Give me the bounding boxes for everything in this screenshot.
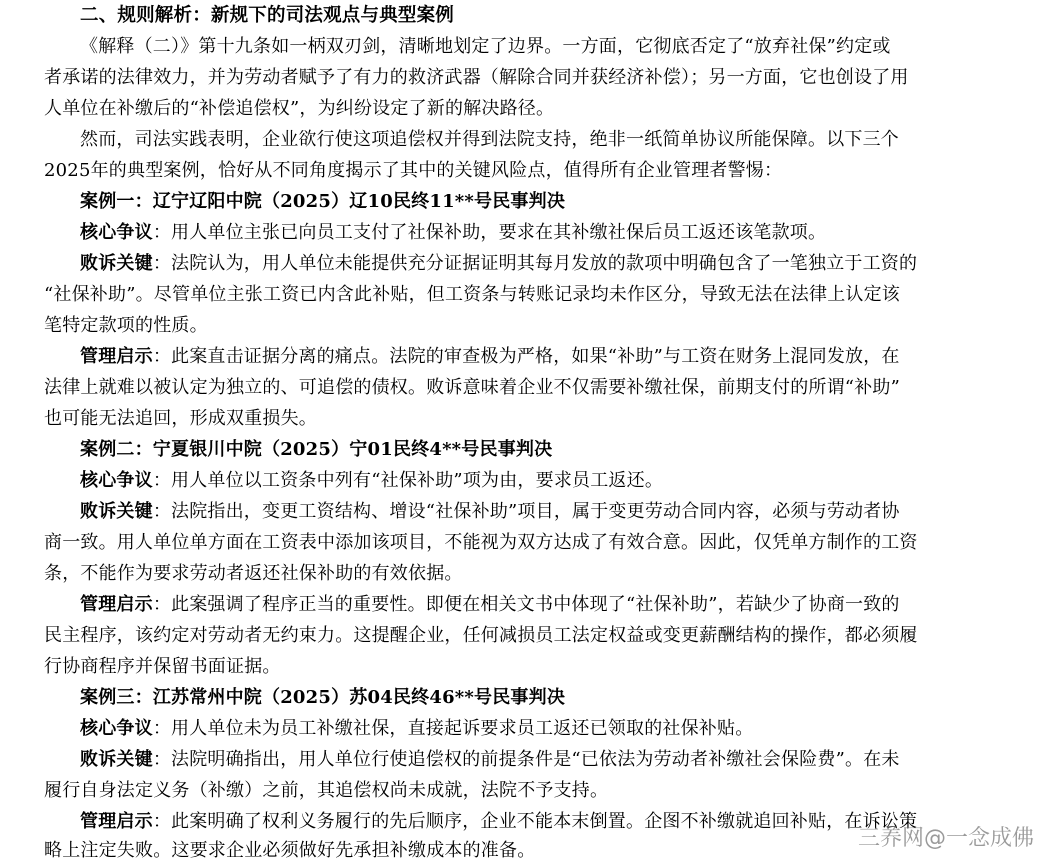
case-1-key-text-1: ：法院认为，用人单位未能提供充分证据证明其每月发放的款项中明确包含了一笔独立于工资的 xyxy=(152,253,918,274)
case-1-key-line-1 xyxy=(80,248,917,279)
case-2-insight-text-1: ：此案强调了程序正当的重要性。即便在相关文书中体现了“社保补助”，若缺少了协商一致的 xyxy=(152,594,900,615)
case-1-insight-text-1: ：此案直击证据分离的痛点。法院的审查极为严格，如果“补助”与工资在财务上混同发放，在 xyxy=(152,346,900,367)
case-2-dispute xyxy=(80,465,663,496)
case-1-key-line-3: 笔特定款项的性质。 xyxy=(44,315,208,336)
intro-p1-line-1: 《解释（二）》第十九条如一柄双刃剑，清晰地划定了边界。一方面，它彻底否定了“放弃社保”约定或 xyxy=(80,36,891,57)
case-1-title: 案例一：辽宁辽阳中院（2025）辽10民终11**号民事判决 xyxy=(80,191,566,212)
case-1-insight-line-2: 法律上就难以被认定为独立的、可追偿的债权。败诉意味着企业不仅需要补缴社保，前期支付的所谓“补助” xyxy=(44,377,900,398)
case-1-dispute-text: ：用人单位主张已向员工支付了社保补助，要求在其补缴社保后员工返还该笔款项。 xyxy=(152,222,827,243)
case-3-insight-text-1: ：此案明确了权利义务履行的先后顺序，企业不能本末倒置。企图不补缴就追回补贴，在诉讼策 xyxy=(152,811,918,832)
intro-p1-line-3: 人单位在补缴后的“补偿追偿权”，为纠纷设定了新的解决路径。 xyxy=(44,98,555,119)
case-3-key-text-1: ：法院明确指出，用人单位行使追偿权的前提条件是“已依法为劳动者补缴社会保险费”。在未 xyxy=(152,749,900,770)
case-2-insight-label: 管理启示 xyxy=(80,594,153,615)
case-2-key-text-1: ：法院指出，变更工资结构、增设“社保补助”项目，属于变更劳动合同内容，必须与劳动者协 xyxy=(152,501,900,522)
case-3-key-label: 败诉关键 xyxy=(80,749,153,770)
case-3-insight-line-2: 略上注定失败。这要求企业必须做好先承担补缴成本的准备。 xyxy=(44,840,536,861)
case-2-dispute-text: ：用人单位以工资条中列有“社保补助”项为由，要求员工返还。 xyxy=(152,470,664,491)
case-1-key-label: 败诉关键 xyxy=(80,253,153,274)
intro-p1-line-2: 者承诺的法律效力，并为劳动者赋予了有力的救济武器（解除合同并获经济补偿）；另一方面，它也创设了用 xyxy=(44,67,909,88)
case-1-insight-line-1 xyxy=(80,341,900,372)
case-1-insight-label: 管理启示 xyxy=(80,346,153,367)
case-3-title: 案例三：江苏常州中院（2025）苏04民终46**号民事判决 xyxy=(80,687,566,708)
case-3-dispute-label: 核心争议 xyxy=(80,718,153,739)
case-2-insight-line-1 xyxy=(80,589,900,620)
case-2-dispute-label: 核心争议 xyxy=(80,470,153,491)
case-1-insight-line-3: 也可能无法追回，形成双重损失。 xyxy=(44,408,317,429)
case-3-dispute-text: ：用人单位未为员工补缴社保，直接起诉要求员工返还已领取的社保补贴。 xyxy=(152,718,754,739)
case-2-key-line-3: 条，不能作为要求劳动者返还社保补助的有效依据。 xyxy=(44,563,463,584)
case-3-dispute xyxy=(80,713,753,744)
case-3-insight-line-1 xyxy=(80,806,917,837)
case-2-insight-line-3: 行协商程序并保留书面证据。 xyxy=(44,656,281,677)
intro-p2-line-1: 然而，司法实践表明，企业欲行使这项追偿权并得到法院支持，绝非一纸简单协议所能保障。以下三个 xyxy=(80,129,899,150)
case-1-dispute xyxy=(80,217,826,248)
case-3-key-line-1 xyxy=(80,744,900,775)
case-2-key-label: 败诉关键 xyxy=(80,501,153,522)
case-2-title: 案例二：宁夏银川中院（2025）宁01民终4**号民事判决 xyxy=(80,439,553,460)
case-3-key-line-2: 履行自身法定义务（补缴）之前，其追偿权尚未成就，法院不予支持。 xyxy=(44,780,609,801)
section-heading: 二、规则解析：新规下的司法观点与典型案例 xyxy=(80,5,455,26)
case-1-key-line-2: “社保补助”。尽管单位主张工资已内含此补贴，但工资条与转账记录均未作区分，导致无法在法律上认定该 xyxy=(44,284,900,305)
case-2-key-line-2: 商一致。用人单位单方面在工资表中添加该项目，不能视为双方达成了有效合意。因此，仅凭单方制作的工资 xyxy=(44,532,918,553)
watermark-text: 三养网@一念成佛 xyxy=(857,826,1034,851)
case-3-insight-label: 管理启示 xyxy=(80,811,153,832)
case-1-dispute-label: 核心争议 xyxy=(80,222,153,243)
case-2-key-line-1 xyxy=(80,496,900,527)
intro-p2-line-2: 2025年的典型案例，恰好从不同角度揭示了其中的关键风险点，值得所有企业管理者警惕： xyxy=(44,160,783,181)
case-2-insight-line-2: 民主程序，该约定对劳动者无约束力。这提醒企业，任何减损员工法定权益或变更薪酬结构的操作，都必须履 xyxy=(44,625,918,646)
